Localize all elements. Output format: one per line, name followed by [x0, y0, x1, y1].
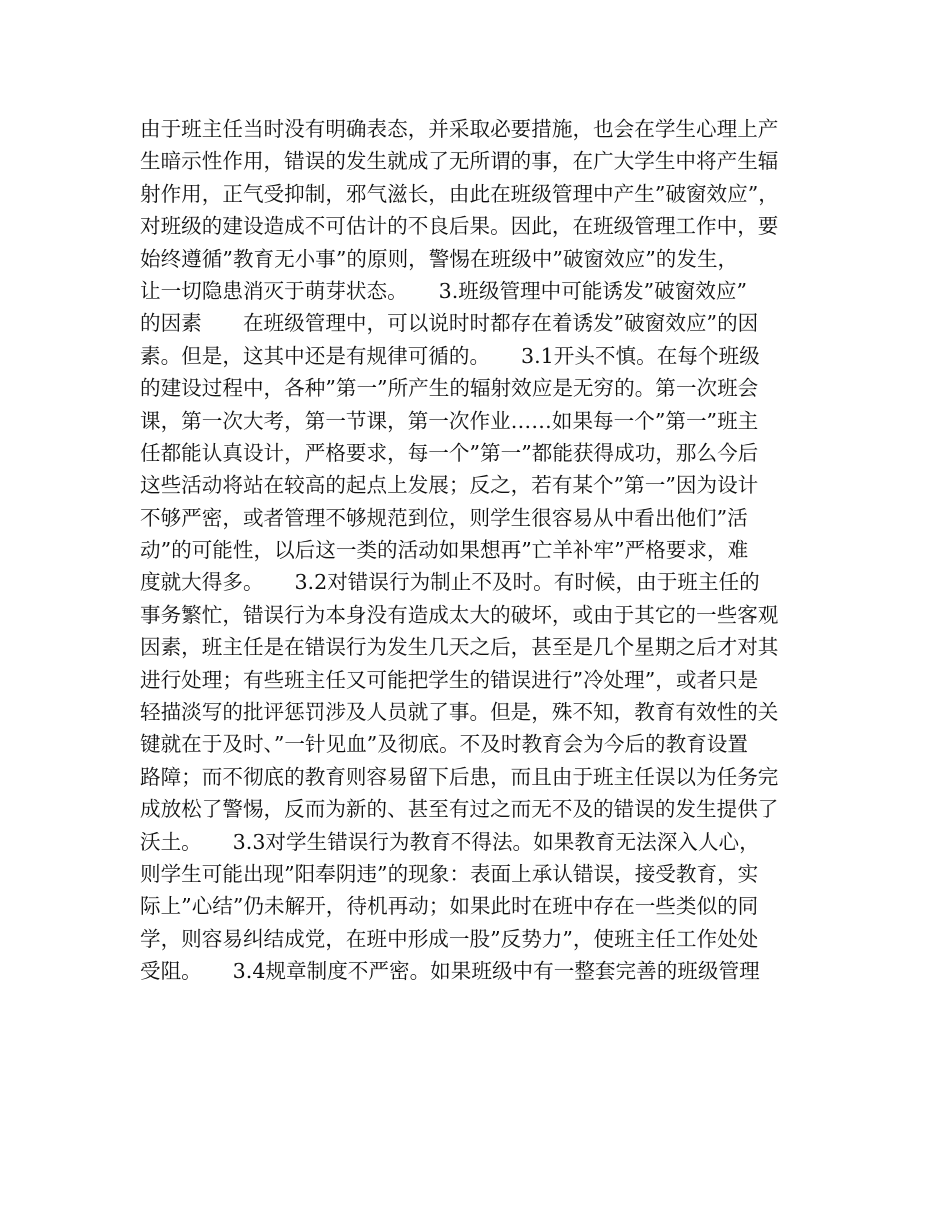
text-line: 路障；而不彻底的教育则容易留下后患，而且由于班主任误以为任务完 [140, 764, 779, 789]
text-line: 度就大得多。 3.2对错误行为制止不及时。有时候，由于班主任的 [140, 570, 760, 595]
text-line: 受阻。 3.4规章制度不严密。如果班级中有一整套完善的班级管理 [140, 959, 760, 984]
text-line: 因素，班主任是在错误行为发生几天之后，甚至是几个星期之后才对其 [140, 635, 779, 660]
text-line: 生暗示性作用，错误的发生就成了无所谓的事，在广大学生中将产生辐 [140, 149, 779, 174]
text-line: 不够严密，或者管理不够规范到位，则学生很容易从中看出他们”活 [140, 505, 748, 530]
text-line: 的建设过程中，各种”第一”所产生的辐射效应是无穷的。第一次班会 [140, 376, 759, 401]
text-line: 始终遵循”教育无小事”的原则，警惕在班级中”破窗效应”的发生， [140, 246, 739, 271]
text-line: 让一切隐患消灭于萌芽状态。 3.班级管理中可能诱发”破窗效应” [140, 278, 748, 303]
text-line: 射作用，正气受抑制，邪气滋长，由此在班级管理中产生”破窗效应”， [140, 181, 779, 206]
text-line: 学，则容易纠结成党，在班中形成一股”反势力”，使班主任工作处处 [140, 926, 759, 951]
text-line: 的因素 在班级管理中，可以说时时都存在着诱发”破窗效应”的因 [140, 311, 759, 336]
text-line: 事务繁忙，错误行为本身没有造成太大的破坏，或由于其它的一些客观 [140, 602, 779, 627]
text-line: 由于班主任当时没有明确表态，并采取必要措施，也会在学生心理上产 [140, 117, 779, 141]
text-line: 键就在于及时、”一针见血”及彻底。不及时教育会为今后的教育设置 [140, 732, 748, 757]
body-text [140, 113, 830, 988]
text-line: 轻描淡写的批评惩罚涉及人员就了事。但是，殊不知，教育有效性的关 [140, 700, 779, 725]
text-line: 际上”心结”仍未解开，待机再动；如果此时在班中存在一些类似的同 [140, 894, 759, 919]
text-line: 这些活动将站在较高的起点上发展；反之，若有某个”第一”因为设计 [140, 473, 759, 498]
text-line: 课，第一次大考，第一节课，第一次作业……如果每一个”第一”班主 [140, 408, 759, 433]
text-line: 成放松了警惕，反而为新的、甚至有过之而无不及的错误的发生提供了 [140, 797, 779, 822]
text-line: 对班级的建设造成不可估计的不良后果。因此，在班级管理工作中，要 [140, 214, 779, 239]
text-line: 任都能认真设计，严格要求，每一个”第一”都能获得成功，那么今后 [140, 440, 759, 465]
text-line: 素。但是，这其中还是有规律可循的。 3.1开头不慎。在每个班级 [140, 343, 760, 368]
text-line: 沃土。 3.3对学生错误行为教育不得法。如果教育无法深入人心， [140, 829, 760, 854]
text-line: 动”的可能性，以后这一类的活动如果想再”亡羊补牢”严格要求，难 [140, 538, 749, 563]
text-line: 则学生可能出现”阳奉阴违”的现象：表面上承认错误，接受教育，实 [140, 861, 759, 886]
text-line: 进行处理；有些班主任又可能把学生的错误进行”冷处理”，或者只是 [140, 667, 759, 692]
